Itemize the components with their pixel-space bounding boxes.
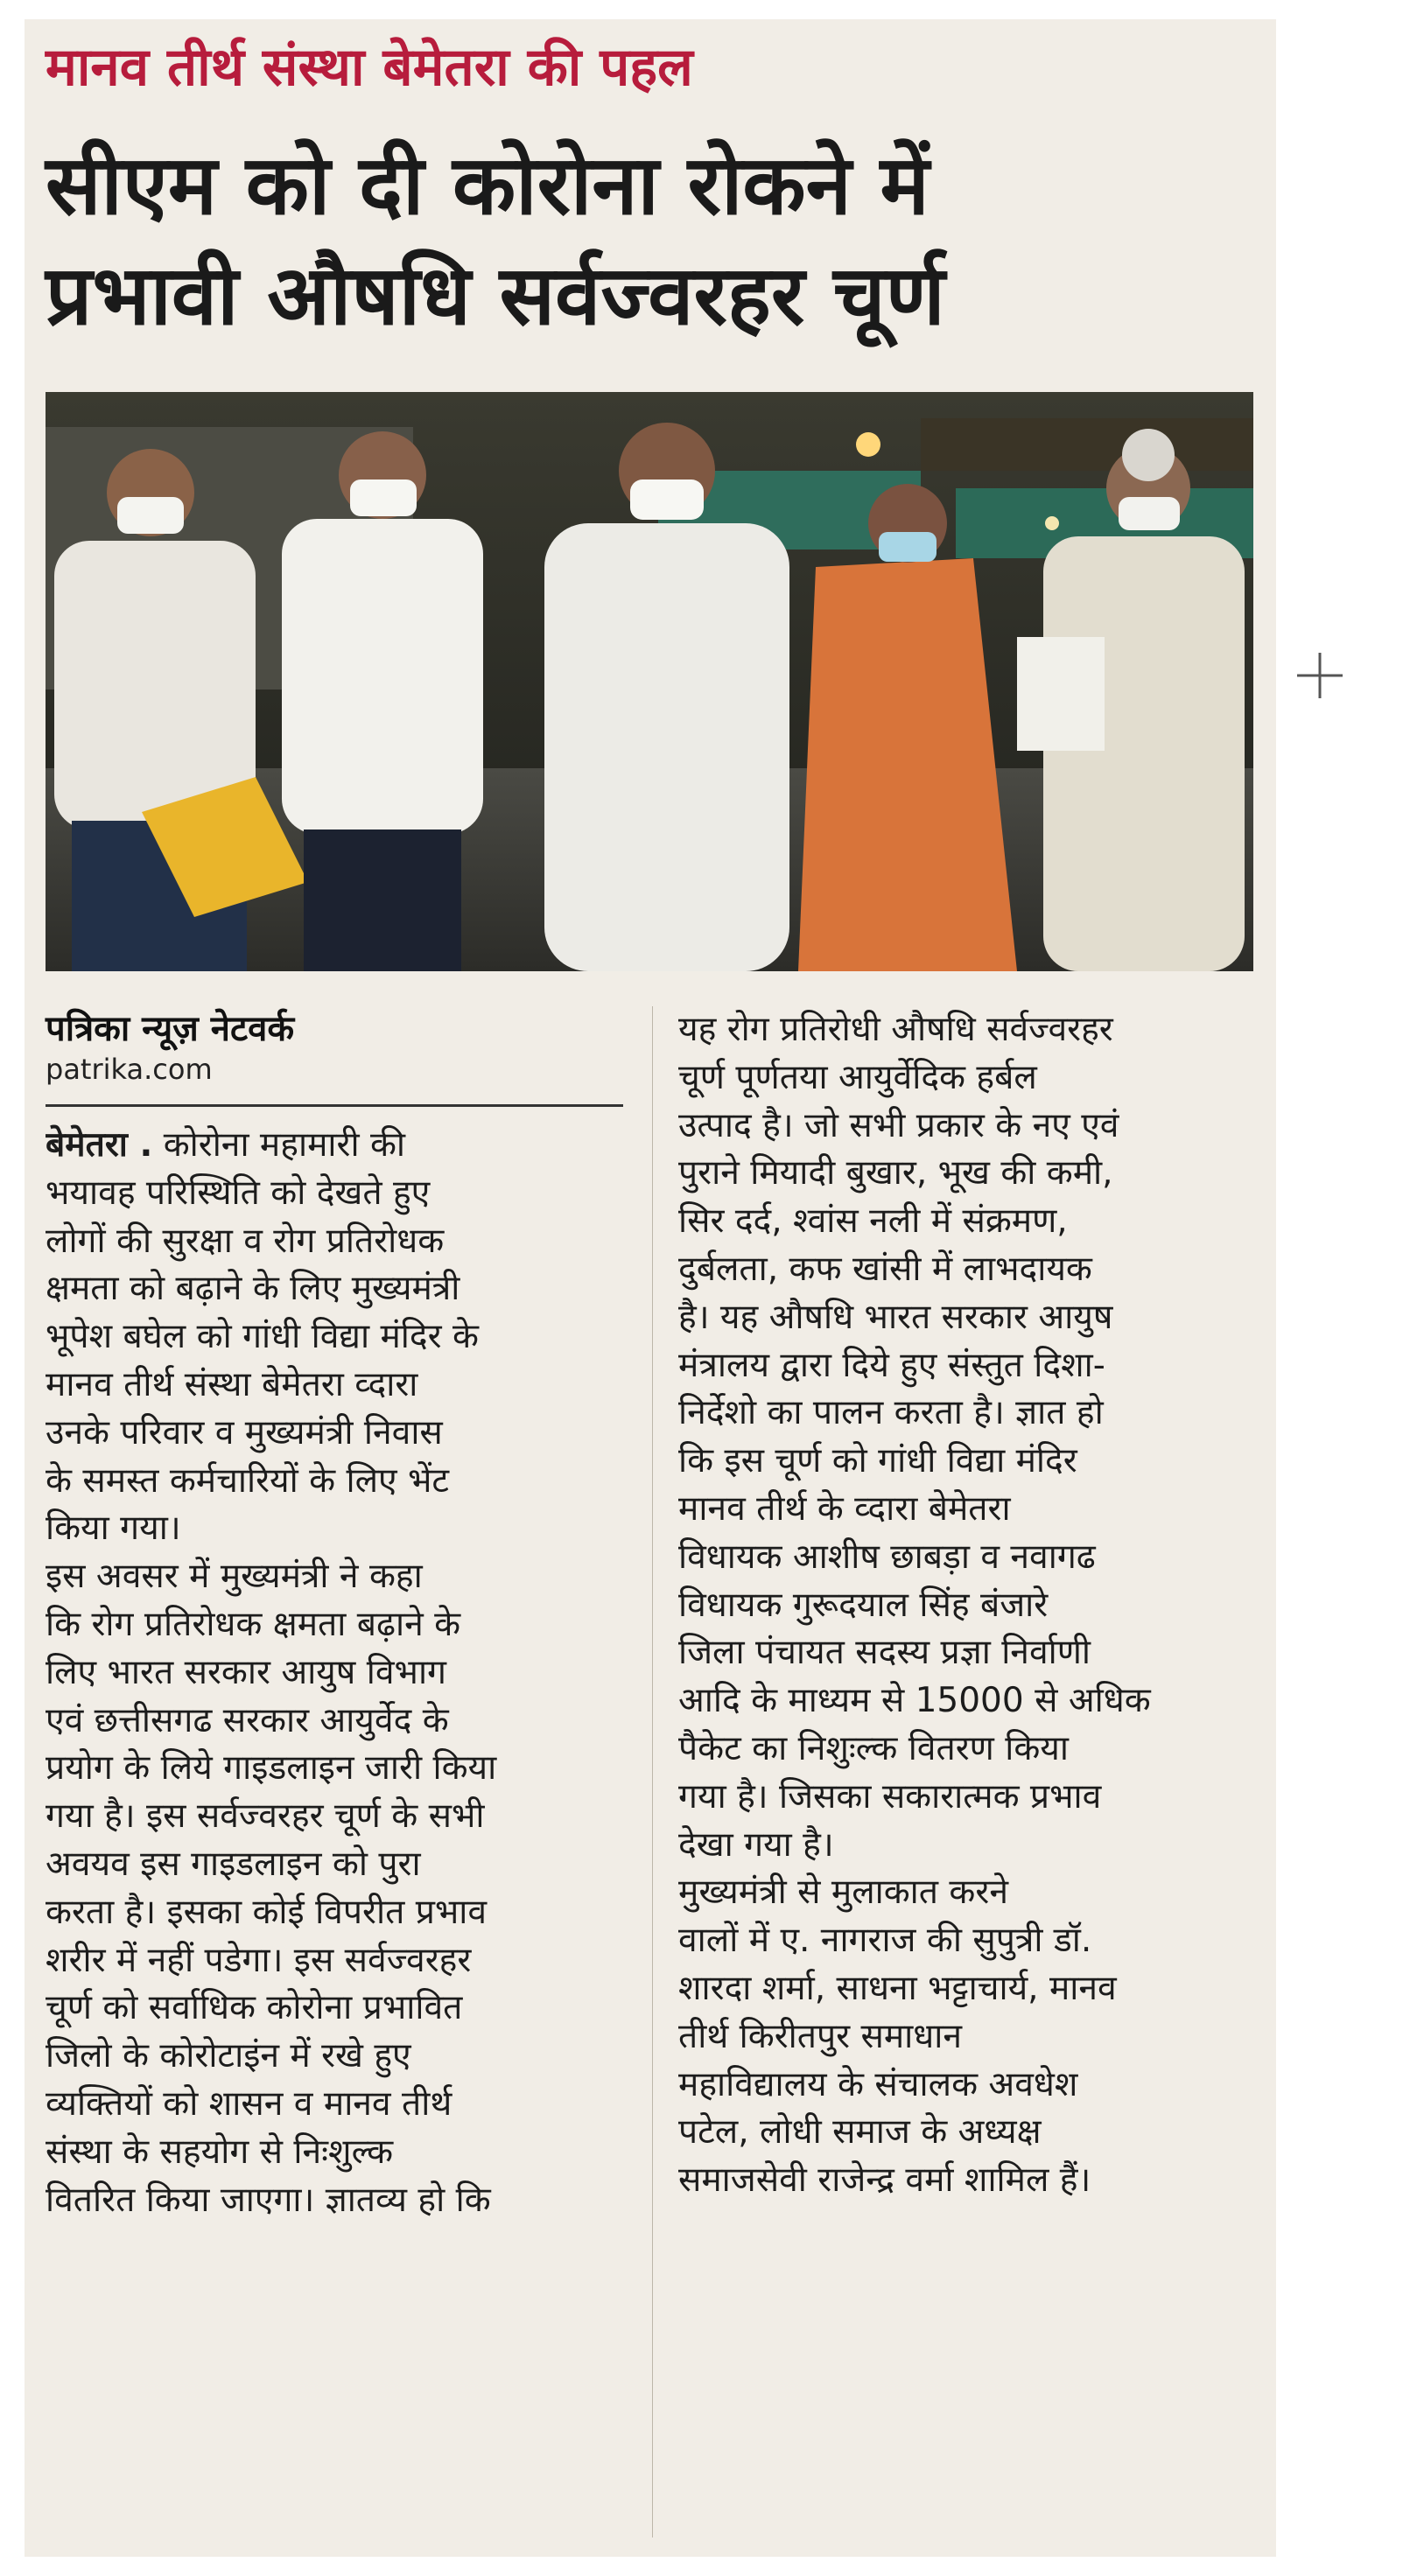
photo-illustration [46, 392, 1253, 971]
body-line: प्रयोग के लिये गाइडलाइन जारी किया [46, 1748, 497, 1788]
body-line: उत्पाद है। जो सभी प्रकार के नए एवं [678, 1105, 1119, 1145]
registration-mark-icon [1294, 649, 1346, 702]
body-line: गया है। जिसका सकारात्मक प्रभाव [678, 1776, 1102, 1816]
body-line: दुर्बलता, कफ खांसी में लाभदायक [678, 1249, 1092, 1289]
body-line: देखा गया है। [678, 1824, 834, 1865]
news-photo [46, 392, 1253, 971]
body-line: निर्देशो का पालन करता है। ज्ञात हो [678, 1393, 1104, 1433]
body-line: शरीर में नहीं पडेगा। इस सर्वज्वरहर [46, 1940, 472, 1980]
body-line: वालों में ए. नागराज की सुपुत्री डॉ. [678, 1921, 1092, 1961]
body-line: आदि के माध्यम से 15000 से अधिक [678, 1681, 1151, 1721]
body-line: लिए भारत सरकार आयुष विभाग [46, 1652, 446, 1692]
body-text: कोरोना महामारी की [163, 1125, 405, 1165]
body-line: कि इस चूर्ण को गांधी विद्या मंदिर [678, 1441, 1077, 1481]
body-line: कि रोग प्रतिरोधक क्षमता बढ़ाने के [46, 1604, 461, 1644]
body-line: पटेल, लोधी समाज के अध्यक्ष [678, 2112, 1042, 2152]
body-line: क्षमता को बढ़ाने के लिए मुख्यमंत्री [46, 1269, 460, 1309]
body-line: संस्था के सहयोग से निःशुल्क [46, 2132, 394, 2172]
article-column-right [678, 1006, 1256, 2205]
byline [46, 1006, 632, 1087]
body-line: पुराने मियादी बुखार, भूख की कमी, [678, 1153, 1113, 1194]
body-line: जिला पंचायत सदस्य प्रज्ञा निर्वाणी [678, 1633, 1091, 1673]
body-line: मानव तीर्थ संस्था बेमेतरा व्दारा [46, 1364, 418, 1404]
body-line: शारदा शर्मा, साधना भट्टाचार्य, मानव [678, 1968, 1117, 2008]
byline-org: पत्रिका न्यूज़ नेटवर्क [46, 1009, 295, 1049]
kicker: मानव तीर्थ संस्था बेमेतरा की पहल [46, 37, 693, 98]
body-line: यह रोग प्रतिरोधी औषधि सर्वज्वरहर [678, 1010, 1113, 1049]
body-line: जिलो के कोरोटाइंन में रखे हुए [46, 2036, 411, 2076]
body-line: एवं छत्तीसगढ सरकार आयुर्वेद के [46, 1700, 449, 1740]
byline-rule [46, 1104, 623, 1107]
headline [46, 131, 1271, 352]
body-line: के समस्त कर्मचारियों के लिए भेंट [46, 1460, 450, 1501]
body-line: मुख्यमंत्री से मुलाकात करने [678, 1872, 1008, 1913]
body-line: समाजसेवी राजेन्द्र वर्मा शामिल हैं। [678, 2160, 1091, 2201]
body-line: वितरित किया जाएगा। ज्ञातव्य हो कि [46, 2180, 491, 2220]
body-line: है। यह औषधि भारत सरकार आयुष [678, 1297, 1113, 1337]
body-line: इस अवसर में मुख्यमंत्री ने कहा [46, 1557, 423, 1597]
body-line: पैकेट का निशुःल्क वितरण किया [678, 1728, 1070, 1768]
body-line: सिर दर्द, श्वांस नली में संक्रमण, [678, 1201, 1068, 1242]
body-line: लोगों की सुरक्षा व रोग प्रतिरोधक [46, 1221, 445, 1261]
body-line: मंत्रालय द्वारा दिये हुए संस्तुत दिशा- [678, 1345, 1105, 1385]
body-line: व्यक्तियों को शासन व मानव तीर्थ [46, 2083, 452, 2124]
body-line [46, 1122, 632, 1170]
body-line: अवयव इस गाइडलाइन को पुरा [46, 1844, 421, 1884]
body-line: करता है। इसका कोई विपरीत प्रभाव [46, 1892, 488, 1932]
body-line: विधायक आशीष छाबड़ा व नवागढ [678, 1536, 1096, 1577]
body-line: महाविद्यालय के संचालक अवधेश [678, 2064, 1078, 2104]
body-line: उनके परिवार व मुख्यमंत्री निवास [46, 1412, 443, 1452]
dateline: बेमेतरा . [46, 1125, 153, 1165]
body-line: भूपेश बघेल को गांधी विद्या मंदिर के [46, 1317, 479, 1357]
body-line: गया है। इस सर्वज्वरहर चूर्ण के सभी [46, 1796, 485, 1837]
body-line: विधायक गुरूदयाल सिंह बंजारे [678, 1585, 1049, 1625]
body-line: चूर्ण पूर्णतया आयुर्वेदिक हर्बल [678, 1057, 1037, 1097]
column-divider [652, 1006, 653, 2538]
byline-site: patrika.com [46, 1053, 213, 1086]
body-line: चूर्ण को सर्वाधिक कोरोना प्रभावित [46, 1988, 463, 2028]
article-column-left [46, 1122, 632, 2224]
body-line: किया गया। [46, 1508, 181, 1549]
headline-line-2: प्रभावी औषधि सर्वज्वरहर चूर्ण [46, 248, 945, 344]
body-line: मानव तीर्थ के व्दारा बेमेतरा [678, 1488, 1011, 1529]
body-line: तीर्थ किरीतपुर समाधान [678, 2016, 963, 2056]
body-line: भयावह परिस्थिति को देखते हुए [46, 1172, 431, 1213]
headline-line-1: सीएम को दी कोरोना रोकने में [46, 138, 929, 234]
